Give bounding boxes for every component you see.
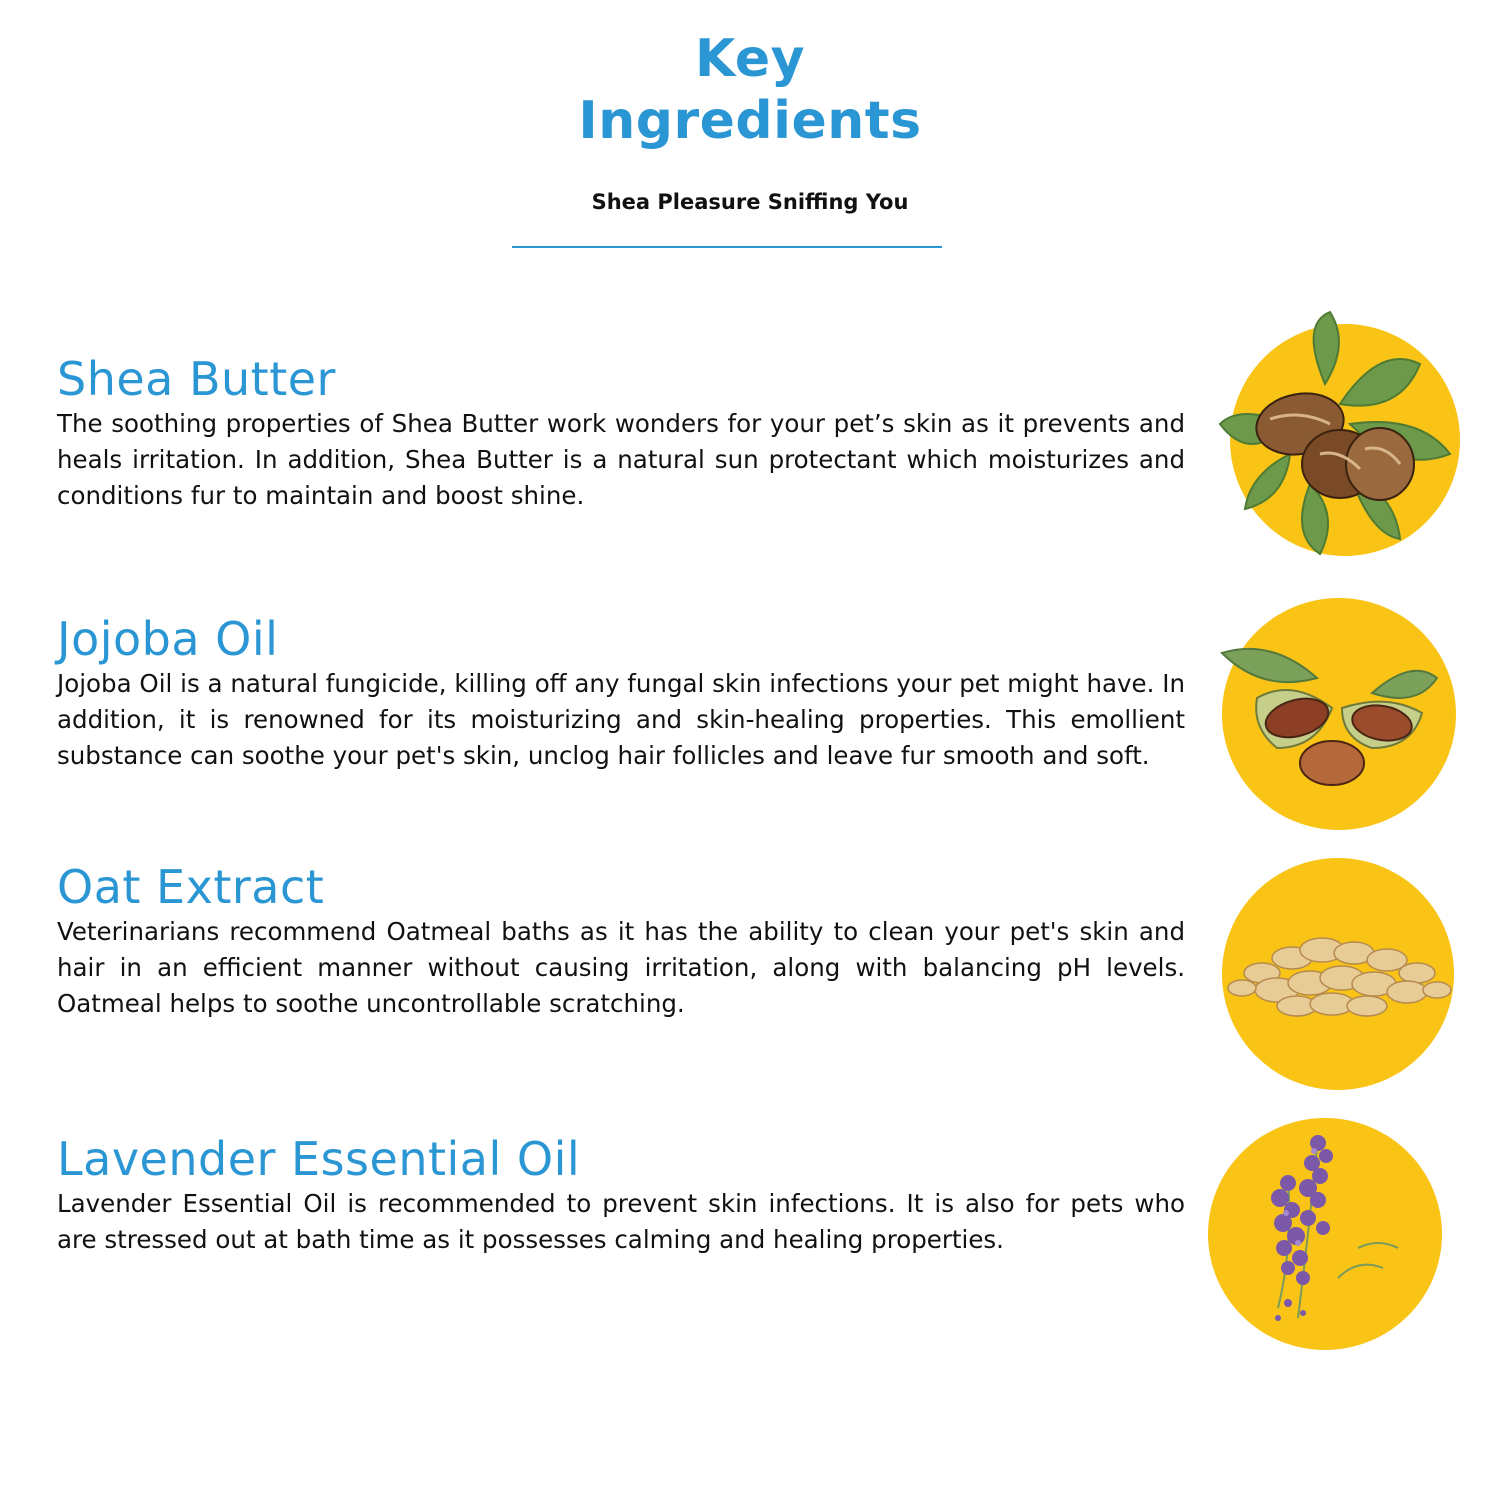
shea-nuts-icon (1230, 324, 1460, 556)
lavender-icon (1208, 1118, 1442, 1350)
ingredient-title: Lavender Essential Oil (57, 1132, 581, 1186)
header-divider (512, 246, 942, 248)
ingredient-title: Oat Extract (57, 860, 325, 914)
ingredient-title: Jojoba Oil (57, 612, 279, 666)
page-header (0, 28, 1500, 214)
page-subtitle: Shea Pleasure Sniffing You (591, 190, 909, 214)
page-title-line-2: Ingredients (578, 91, 922, 151)
ingredient-section-oat-extract (57, 860, 1185, 1022)
ingredient-section-lavender-essential-oil (57, 1132, 1185, 1258)
ingredient-section-shea-butter (57, 352, 1185, 514)
ingredient-description: Jojoba Oil is a natural fungicide, killing off any fungal skin infections your pet might have. In addition, it is renowned for its moisturizing and skin-healing properties. This emollient substance can soothe your pet's skin, unclog hair follicles and leave fur smooth and soft. (57, 669, 1185, 770)
page-title-line-1: Key (694, 29, 806, 89)
jojoba-seeds-icon (1222, 598, 1456, 830)
ingredient-section-jojoba-oil (57, 612, 1185, 774)
ingredient-title: Shea Butter (57, 352, 336, 406)
ingredient-description: Lavender Essential Oil is recommended to prevent skin infections. It is also for pets who are stressed out at bath time as it possesses calming and healing properties. (57, 1189, 1185, 1254)
oat-flakes-icon (1222, 858, 1454, 1090)
ingredient-description: The soothing properties of Shea Butter work wonders for your pet’s skin as it prevents and heals irritation. In addition, Shea Butter is a natural sun protectant which moisturizes and conditions fur to maintain and boost shine. (57, 409, 1185, 510)
ingredient-description: Veterinarians recommend Oatmeal baths as it has the ability to clean your pet's skin and hair in an efficient manner without causing irritation, along with balancing pH levels. Oatmeal helps to soothe uncontrollable scratching. (57, 917, 1185, 1018)
